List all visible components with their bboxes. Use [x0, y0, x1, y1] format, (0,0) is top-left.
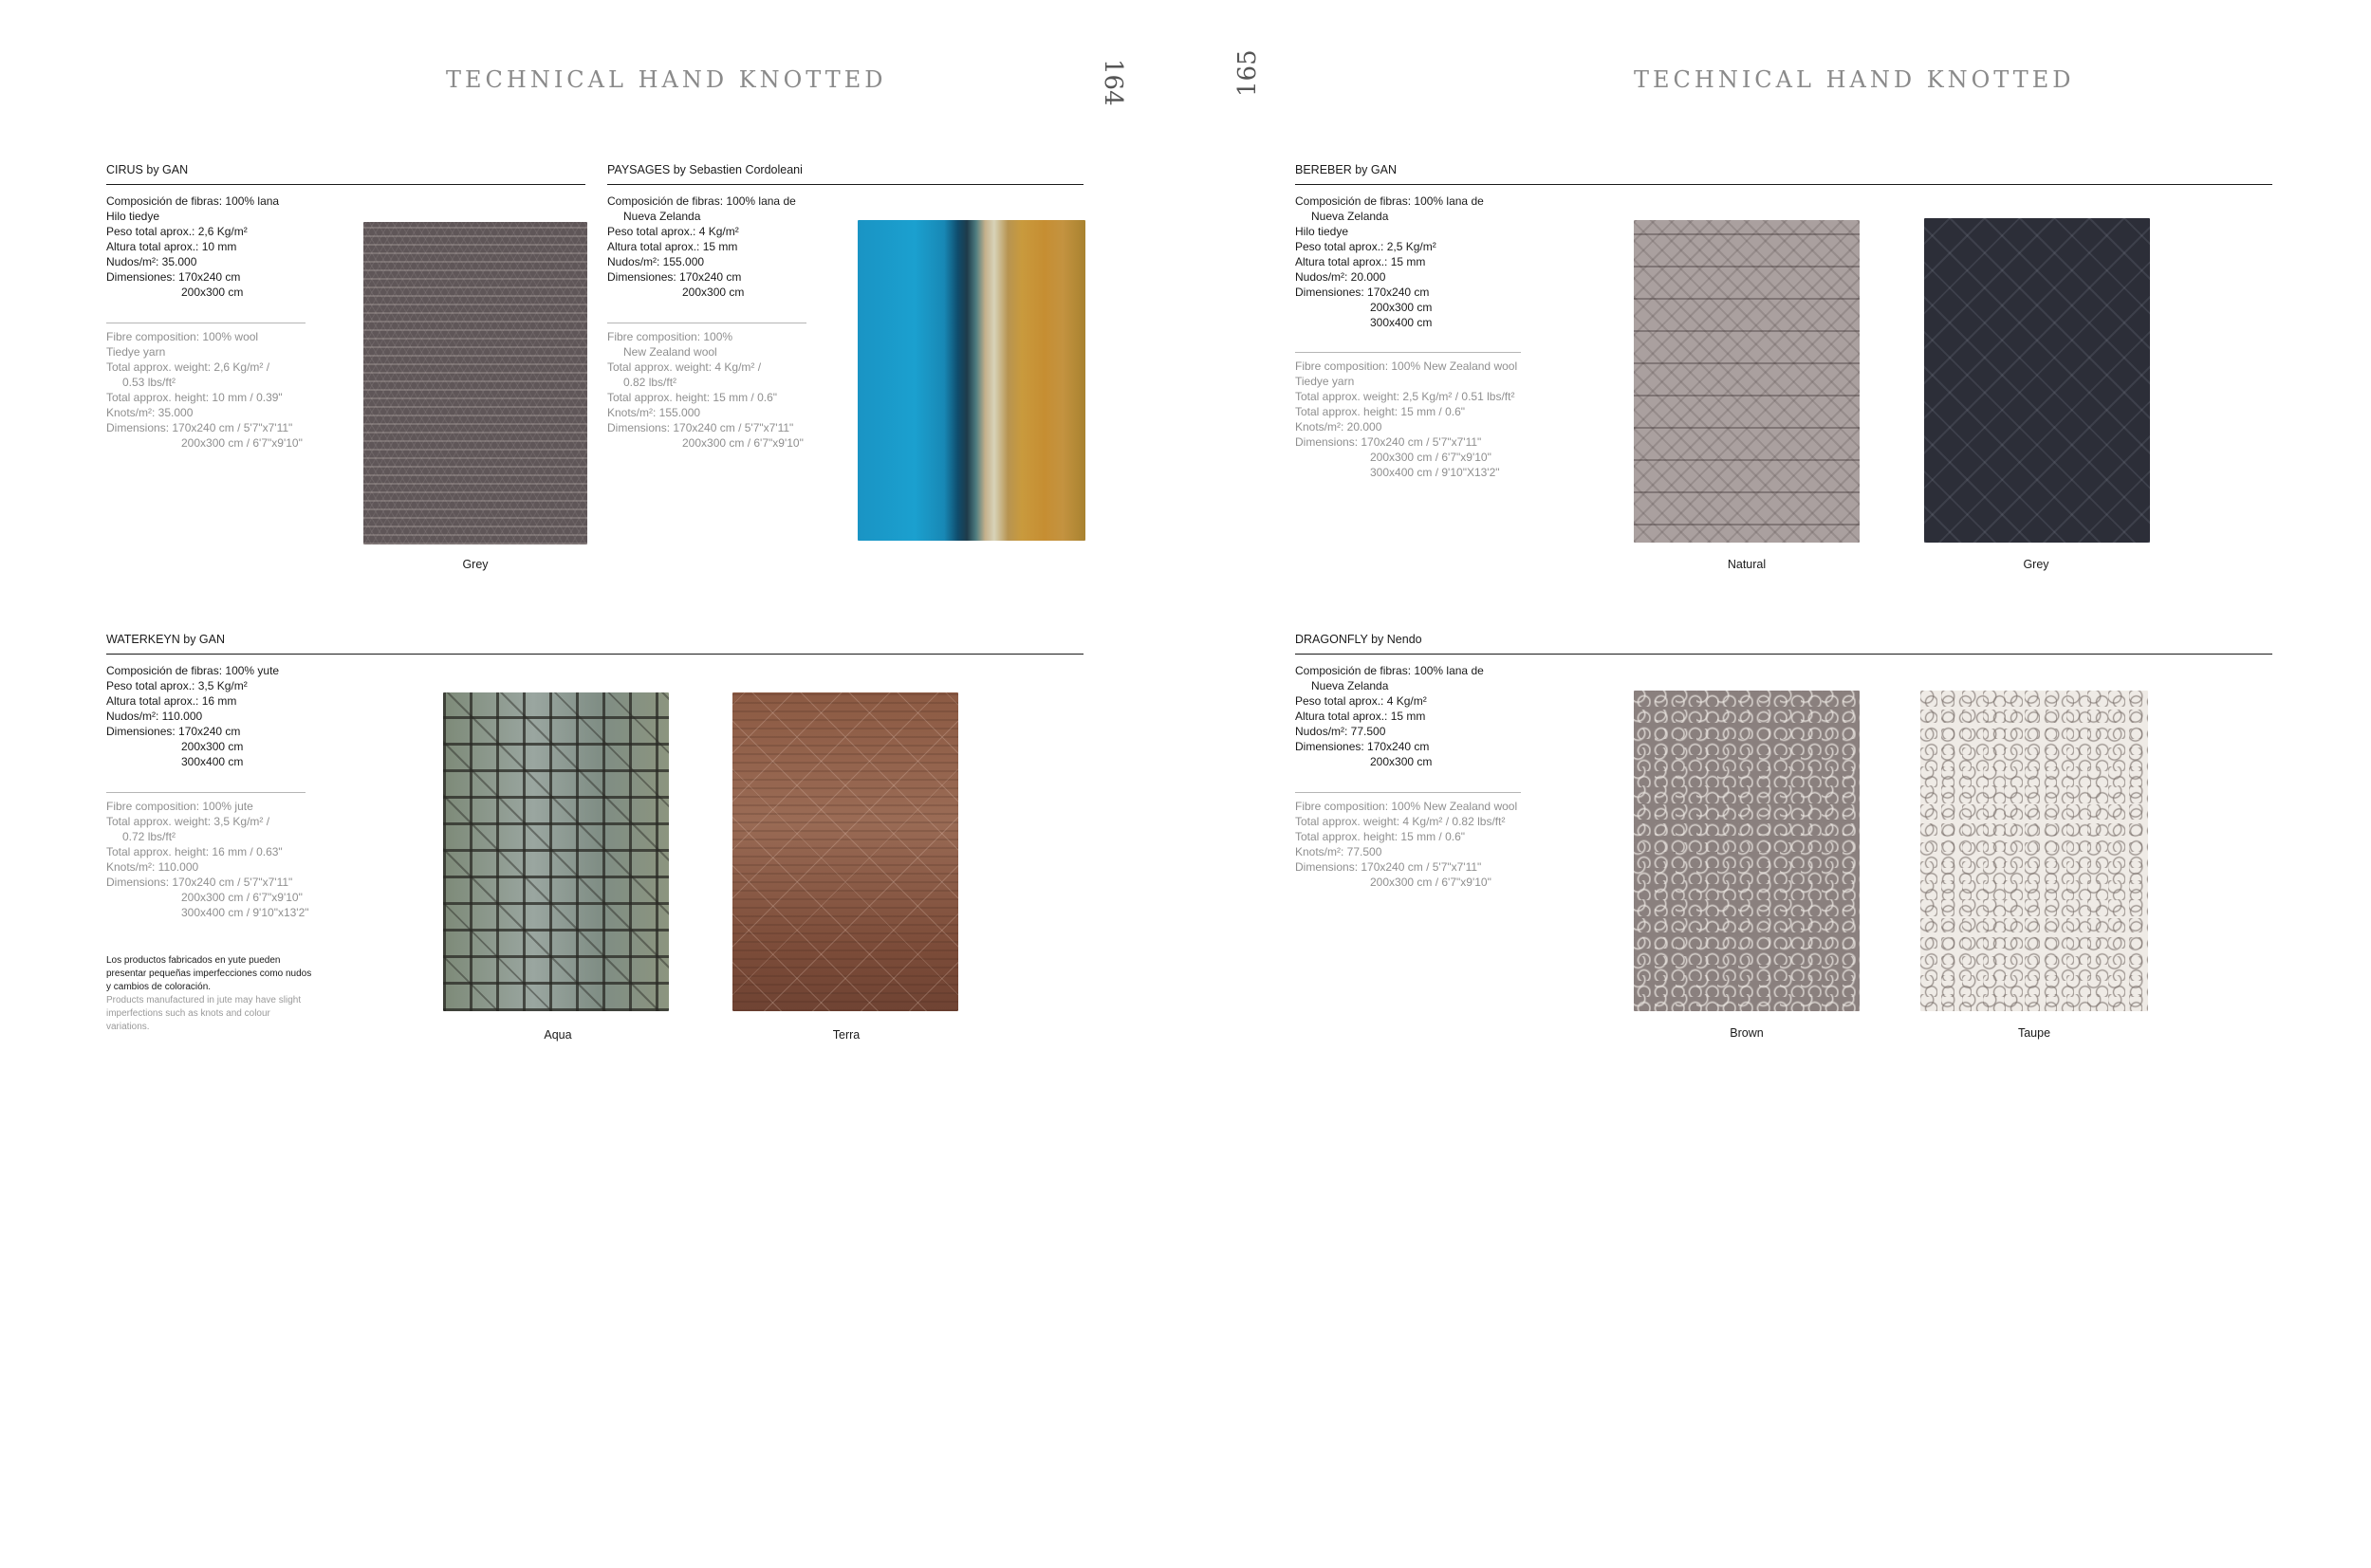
- spec-line: Hilo tiedye: [1295, 225, 1349, 238]
- spec-line: Knots/m²: 110.000: [106, 860, 199, 874]
- spec-line: Total approx. weight: 4 Kg/m² / 0.82 lbs/ft²: [1295, 815, 1506, 828]
- spec-line: Altura total aprox.: 15 mm: [1295, 255, 1426, 268]
- spec-line: Altura total aprox.: 10 mm: [106, 240, 237, 253]
- bereber-natural-rug-image: [1634, 220, 1860, 543]
- dragonfly-brown-rug-image: [1634, 691, 1860, 1011]
- spec-line: Total approx. height: 15 mm / 0.6": [1295, 405, 1466, 418]
- spec-line: 200x300 cm / 6'7"x9'10": [181, 891, 303, 904]
- dragonfly-spec-es: [1295, 663, 1484, 769]
- waterkeyn-spec-divider: [106, 792, 306, 793]
- bereber-title: BEREBER by GAN: [1295, 163, 1397, 176]
- spec-line: Nudos/m²: 77.500: [1295, 725, 1386, 738]
- waterkeyn-section: [106, 633, 1084, 655]
- spec-line: 0.72 lbs/ft²: [122, 830, 176, 843]
- spec-line: 200x300 cm / 6'7"x9'10": [1370, 876, 1491, 889]
- spec-line: Dimensiones: 170x240 cm: [1295, 740, 1430, 753]
- spec-line: Dimensions: 170x240 cm / 5'7"x7'11": [106, 421, 293, 434]
- spec-line: Composición de fibras: 100% lana: [106, 194, 280, 208]
- spec-line: Knots/m²: 35.000: [106, 406, 194, 419]
- spec-line: Peso total aprox.: 2,6 Kg/m²: [106, 225, 248, 238]
- spec-line: 200x300 cm: [181, 286, 244, 299]
- spec-line: 300x400 cm: [181, 755, 244, 768]
- waterkeyn-terra-caption: Terra: [832, 1028, 861, 1042]
- bereber-spec-divider: [1295, 352, 1521, 353]
- spec-line: Fibre composition: 100%: [607, 330, 733, 343]
- cirus-grey-caption: Grey: [462, 558, 489, 571]
- dragonfly-section: [1295, 633, 2272, 655]
- waterkeyn-terra-rug-image: [732, 692, 958, 1011]
- spec-line: Nudos/m²: 155.000: [607, 255, 705, 268]
- right-page-number: 165: [1233, 49, 1262, 97]
- waterkeyn-spec-es: [106, 663, 279, 769]
- spec-line: Nueva Zelanda: [1311, 210, 1389, 223]
- dragonfly-taupe-rug-image: [1920, 691, 2148, 1011]
- spec-line: Fibre composition: 100% New Zealand wool: [1295, 800, 1518, 813]
- waterkeyn-aqua-caption: Aqua: [544, 1028, 572, 1042]
- right-page-header: TECHNICAL HAND KNOTTED: [1634, 66, 2075, 93]
- spec-line: Knots/m²: 77.500: [1295, 845, 1382, 858]
- dragonfly-title: DRAGONFLY by Nendo: [1295, 633, 1422, 646]
- spec-line: 0.53 lbs/ft²: [122, 376, 176, 389]
- spec-line: Composición de fibras: 100% lana de: [1295, 664, 1484, 677]
- spec-line: Total approx. weight: 3,5 Kg/m² /: [106, 815, 270, 828]
- dragonfly-spec-en: [1295, 799, 1517, 890]
- bereber-divider: [1295, 184, 2272, 185]
- dragonfly-taupe-caption: Taupe: [2017, 1026, 2051, 1040]
- dragonfly-divider: [1295, 654, 2272, 655]
- cirus-spec-en: [106, 329, 303, 451]
- spec-line: Knots/m²: 20.000: [1295, 420, 1382, 434]
- paysages-section: [607, 163, 1084, 185]
- spec-line: Fibre composition: 100% jute: [106, 800, 253, 813]
- spec-line: Total approx. weight: 2,5 Kg/m² / 0.51 lbs/ft²: [1295, 390, 1515, 403]
- spec-line: Total approx. weight: 4 Kg/m² /: [607, 360, 762, 374]
- spec-line: Composición de fibras: 100% lana de: [607, 194, 796, 208]
- dragonfly-brown-caption: Brown: [1730, 1026, 1764, 1040]
- waterkeyn-divider: [106, 654, 1084, 655]
- spec-line: Tiedye yarn: [1295, 375, 1355, 388]
- spec-line: Nueva Zelanda: [623, 210, 701, 223]
- waterkeyn-aqua-rug-image: [443, 692, 669, 1011]
- spec-line: Dimensiones: 170x240 cm: [607, 270, 742, 284]
- bereber-natural-caption: Natural: [1727, 558, 1767, 571]
- waterkeyn-spec-en: [106, 799, 309, 920]
- spec-line: Peso total aprox.: 2,5 Kg/m²: [1295, 240, 1436, 253]
- spec-line: Nudos/m²: 110.000: [106, 710, 203, 723]
- left-page-number: 164: [1099, 59, 1127, 106]
- spec-line: Dimensiones: 170x240 cm: [1295, 286, 1430, 299]
- bereber-spec-en: [1295, 359, 1517, 480]
- spec-line: 300x400 cm: [1370, 316, 1433, 329]
- spec-line: New Zealand wool: [623, 345, 717, 359]
- jute-note-en: Products manufactured in jute may have slight imperfections such as knots and colour variations.: [106, 995, 302, 1032]
- cirus-grey-rug-image: [363, 222, 587, 544]
- dragonfly-spec-divider: [1295, 792, 1521, 793]
- spec-line: Fibre composition: 100% New Zealand wool: [1295, 360, 1518, 373]
- cirus-title: CIRUS by GAN: [106, 163, 189, 176]
- spec-line: 200x300 cm / 6'7"x9'10": [181, 436, 303, 450]
- spec-line: Total approx. height: 16 mm / 0.63": [106, 845, 283, 858]
- spec-line: Dimensions: 170x240 cm / 5'7"x7'11": [1295, 860, 1482, 874]
- spec-line: Dimensions: 170x240 cm / 5'7"x7'11": [1295, 435, 1482, 449]
- spec-line: Peso total aprox.: 3,5 Kg/m²: [106, 679, 248, 692]
- spec-line: Nueva Zelanda: [1311, 679, 1389, 692]
- spec-line: Dimensiones: 170x240 cm: [106, 725, 241, 738]
- spec-line: 300x400 cm / 9'10"x13'2": [181, 906, 309, 919]
- spec-line: Total approx. height: 15 mm / 0.6": [607, 391, 778, 404]
- spec-line: 200x300 cm: [181, 740, 244, 753]
- bereber-grey-caption: Grey: [2023, 558, 2049, 571]
- spec-line: Total approx. height: 15 mm / 0.6": [1295, 830, 1466, 843]
- cirus-section: [106, 163, 585, 185]
- spec-line: Altura total aprox.: 16 mm: [106, 694, 237, 708]
- spec-line: Composición de fibras: 100% lana de: [1295, 194, 1484, 208]
- cirus-divider: [106, 184, 585, 185]
- spec-line: Total approx. height: 10 mm / 0.39": [106, 391, 283, 404]
- bereber-grey-rug-image: [1924, 218, 2150, 543]
- spec-line: 200x300 cm / 6'7"x9'10": [1370, 451, 1491, 464]
- paysages-title: PAYSAGES by Sebastien Cordoleani: [607, 163, 803, 176]
- spec-line: Knots/m²: 155.000: [607, 406, 701, 419]
- paysages-spec-en: [607, 329, 804, 451]
- spec-line: 200x300 cm: [1370, 301, 1433, 314]
- jute-note-es: Los productos fabricados en yute pueden presentar pequeñas imperfecciones como nudos y cambios de coloración.: [106, 955, 312, 992]
- spec-line: Dimensions: 170x240 cm / 5'7"x7'11": [106, 876, 293, 889]
- spec-line: Tiedye yarn: [106, 345, 166, 359]
- spec-line: Peso total aprox.: 4 Kg/m²: [607, 225, 739, 238]
- spec-line: Fibre composition: 100% wool: [106, 330, 259, 343]
- bereber-section: [1295, 163, 2272, 185]
- cirus-spec-es: [106, 194, 279, 300]
- paysages-spec-es: [607, 194, 796, 300]
- spec-line: Dimensiones: 170x240 cm: [106, 270, 241, 284]
- spec-line: Peso total aprox.: 4 Kg/m²: [1295, 694, 1427, 708]
- spec-line: 200x300 cm: [1370, 755, 1433, 768]
- spec-line: Altura total aprox.: 15 mm: [1295, 710, 1426, 723]
- waterkeyn-jute-note: [106, 954, 315, 1034]
- spec-line: Dimensions: 170x240 cm / 5'7"x7'11": [607, 421, 794, 434]
- spec-line: Hilo tiedye: [106, 210, 160, 223]
- spec-line: Composición de fibras: 100% yute: [106, 664, 280, 677]
- bereber-spec-es: [1295, 194, 1484, 330]
- paysages-rug-image: [858, 220, 1085, 541]
- spec-line: 200x300 cm: [682, 286, 745, 299]
- waterkeyn-title: WATERKEYN by GAN: [106, 633, 226, 646]
- paysages-divider: [607, 184, 1084, 185]
- spec-line: Total approx. weight: 2,6 Kg/m² /: [106, 360, 270, 374]
- spec-line: 0.82 lbs/ft²: [623, 376, 677, 389]
- left-page-header: TECHNICAL HAND KNOTTED: [446, 66, 887, 93]
- spec-line: 200x300 cm / 6'7"x9'10": [682, 436, 804, 450]
- spec-line: Nudos/m²: 20.000: [1295, 270, 1386, 284]
- spec-line: Altura total aprox.: 15 mm: [607, 240, 738, 253]
- spec-line: Nudos/m²: 35.000: [106, 255, 197, 268]
- spec-line: 300x400 cm / 9'10"X13'2": [1370, 466, 1500, 479]
